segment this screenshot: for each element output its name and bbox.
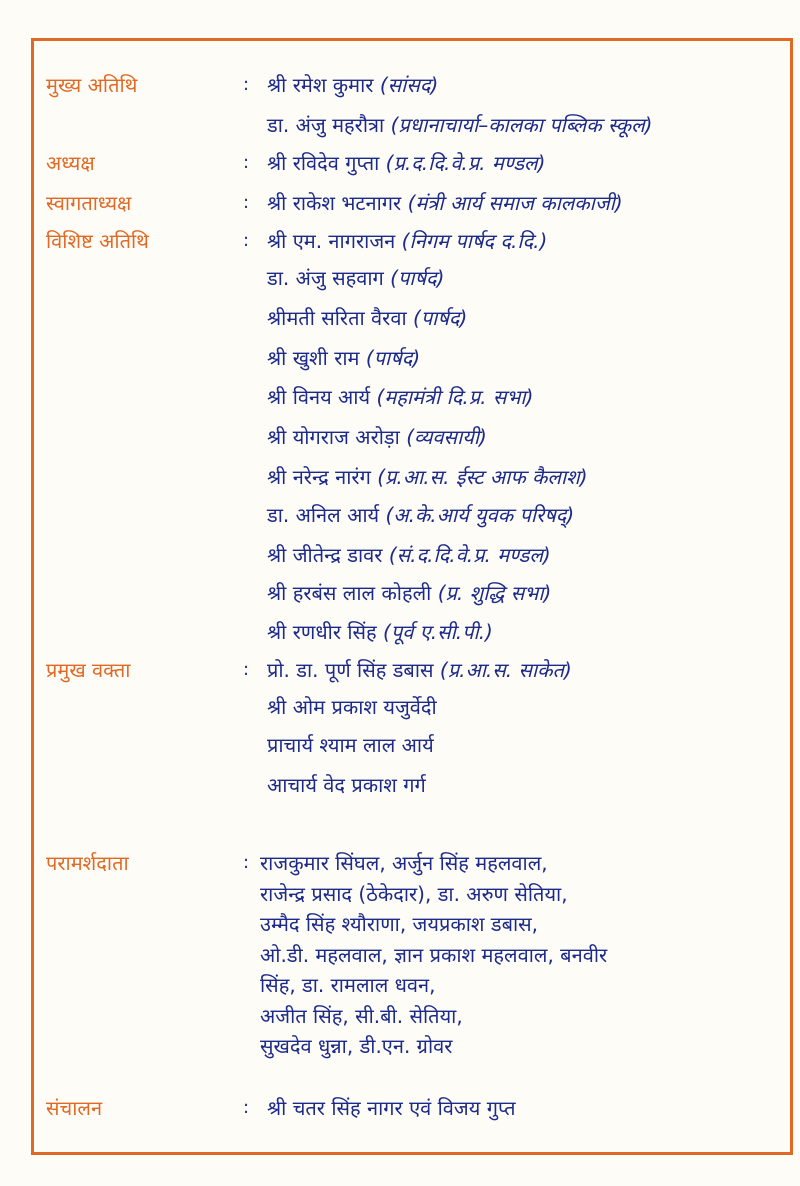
person-name: प्राचार्य श्याम लाल आर्य — [267, 733, 434, 757]
entry-value — [267, 263, 444, 293]
section-label: प्रमुख वक्ता — [46, 658, 131, 682]
person-role: (प्रधानाचार्या–कालका पब्लिक स्कूल) — [390, 113, 653, 137]
entry-value — [267, 343, 420, 373]
section-label: परामर्शदाता — [46, 851, 129, 875]
separator-colon: : — [243, 192, 250, 213]
person-name: प्रो. डा. पूर्ण सिंह डबास — [267, 658, 434, 682]
advisors-line: सिंह, डा. रामलाल धवन, — [260, 973, 436, 997]
entry-row — [0, 110, 800, 148]
conduct-row — [0, 1093, 800, 1131]
entry-row — [0, 188, 800, 226]
section-label: स्वागताध्यक्ष — [46, 191, 132, 215]
person-role: (पार्षद) — [413, 306, 468, 330]
separator-colon: : — [243, 152, 250, 173]
entry-row — [0, 770, 800, 808]
person-name: डा. अंजु सहवाग — [267, 266, 384, 290]
person-name: श्री रणधीर सिंह — [267, 620, 377, 644]
entry-row — [0, 263, 800, 301]
person-name: श्री नरेन्द्र नारंग — [267, 465, 371, 489]
person-name: श्री एम. नागराजन — [267, 229, 396, 253]
entry-row — [0, 303, 800, 341]
person-role: (पार्षद) — [390, 266, 445, 290]
person-role: (निगम पार्षद द.दि.) — [401, 229, 548, 253]
entry-value — [267, 382, 533, 412]
section-label: संचालन — [46, 1096, 103, 1120]
entry-row — [0, 70, 800, 108]
person-role: (प्र.आ.स. साकेत) — [439, 658, 572, 682]
person-role: (सांसद) — [379, 73, 439, 97]
conduct-value: श्री चतर सिंह नागर एवं विजय गुप्त — [267, 1096, 516, 1120]
advisors-line: राजकुमार सिंघल, अर्जुन सिंह महलवाल, — [260, 851, 548, 875]
person-name: श्री जीतेन्द्र डावर — [267, 543, 383, 567]
advisors-line: सुखदेव धुन्ना, डी.एन. ग्रोवर — [260, 1034, 453, 1058]
person-name: श्री ओम प्रकाश यजुर्वेदी — [267, 695, 437, 719]
entry-row — [0, 226, 800, 264]
person-role: (व्यवसायी) — [406, 425, 487, 449]
entry-value — [267, 540, 551, 570]
entry-row — [0, 540, 800, 578]
person-name: डा. अनिल आर्य — [267, 503, 380, 527]
section-label: विशिष्ट अतिथि — [46, 229, 149, 253]
person-name: श्री विनय आर्य — [267, 385, 371, 409]
person-name: श्री रविदेव गुप्ता — [267, 151, 380, 175]
entry-row — [0, 617, 800, 655]
entry-value — [267, 188, 623, 218]
entry-row — [0, 343, 800, 381]
person-name: डा. अंजु महरौत्रा — [267, 113, 385, 137]
person-name: श्री राकेश भटनागर — [267, 191, 402, 215]
person-name: श्री योगराज अरोड़ा — [267, 425, 400, 449]
entry-value — [267, 617, 493, 647]
section-label: अध्यक्ष — [46, 151, 95, 175]
entry-value — [267, 226, 547, 256]
advisors-list — [260, 848, 780, 1062]
entry-value — [267, 692, 437, 722]
entry-row — [0, 578, 800, 616]
advisors-line: अजीत सिंह, सी.बी. सेतिया, — [260, 1003, 463, 1028]
entry-value — [267, 655, 572, 685]
entry-value — [267, 500, 574, 530]
entry-value — [267, 70, 438, 100]
person-role: (अ.के.आर्य युवक परिषद्) — [385, 503, 575, 527]
separator-colon: : — [243, 852, 250, 873]
advisors-line: उम्मैद सिंह श्यौराणा, जयप्रकाश डबास, — [260, 912, 539, 936]
advisors-line: ओ.डी. महलवाल, ज्ञान प्रकाश महलवाल, बनवीर — [260, 942, 608, 967]
entry-value — [267, 730, 434, 760]
separator-colon: : — [243, 1097, 250, 1118]
person-role: (पार्षद) — [365, 346, 421, 370]
person-role: (पूर्व ए.सी.पी.) — [383, 620, 493, 644]
advisors-line: राजेन्द्र प्रसाद (ठेकेदार), डा. अरुण सेतिया, — [260, 881, 568, 906]
entry-row — [0, 730, 800, 768]
entry-row — [0, 148, 800, 186]
entry-value — [267, 462, 588, 492]
person-role: (महामंत्री दि.प्र. सभा) — [376, 385, 534, 409]
person-name: श्रीमती सरिता वैरवा — [267, 306, 407, 330]
entry-value — [267, 578, 551, 608]
person-role: (प्र.आ.स. ईस्ट आफ कैलाश) — [377, 465, 588, 489]
entry-row — [0, 655, 800, 693]
person-name: श्री खुशी राम — [267, 346, 360, 370]
entry-row — [0, 382, 800, 420]
entry-value — [267, 422, 487, 452]
person-role: (प्र. शुद्धि सभा) — [437, 581, 552, 605]
entry-value — [267, 770, 426, 800]
separator-colon: : — [243, 230, 250, 251]
entry-row — [0, 462, 800, 500]
person-role: (सं.द.दि.वे.प्र. मण्डल) — [388, 543, 551, 567]
section-label: मुख्य अतिथि — [46, 73, 138, 97]
separator-colon: : — [243, 74, 250, 95]
entry-value — [267, 148, 545, 178]
entry-row — [0, 500, 800, 538]
entry-value — [267, 110, 652, 140]
person-role: (प्र.द.दि.वे.प्र. मण्डल) — [385, 151, 546, 175]
person-name: श्री हरबंस लाल कोहली — [267, 581, 432, 605]
person-role: (मंत्री आर्य समाज कालकाजी) — [407, 191, 623, 215]
separator-colon: : — [243, 659, 250, 680]
person-name: श्री रमेश कुमार — [267, 73, 374, 97]
entry-row — [0, 422, 800, 460]
entry-value — [267, 303, 467, 333]
entry-row — [0, 692, 800, 730]
person-name: आचार्य वेद प्रकाश गर्ग — [267, 773, 426, 797]
